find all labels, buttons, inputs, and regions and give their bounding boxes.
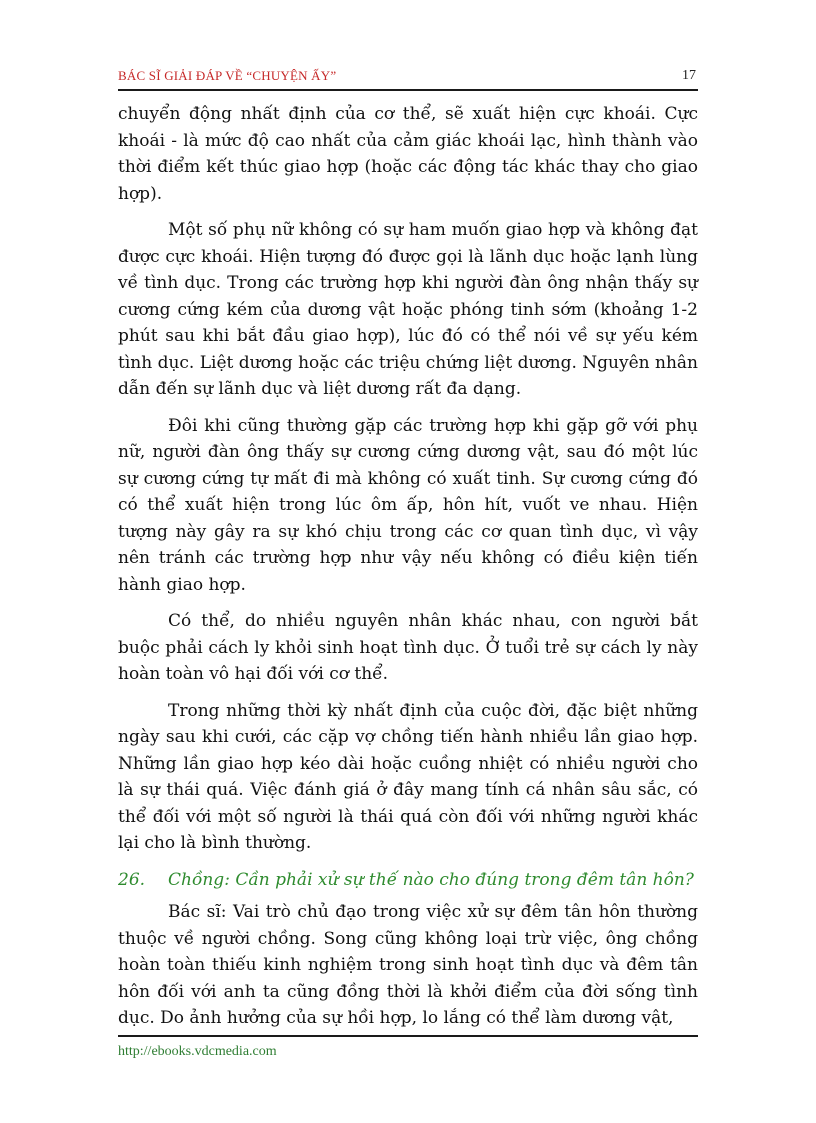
section-heading <box>118 867 698 894</box>
section-title: Chồng: Cần phải xử sự thế nào cho đúng trong đêm tân hôn? <box>168 869 694 890</box>
header-divider <box>118 89 698 91</box>
answer-paragraph: Bác sĩ: Vai trò chủ đạo trong việc xử sự đêm tân hôn thường thuộc về người chồng. Song cũng không loại trừ việc, ông chồng hoàn toàn thiếu kinh nghiệm trong sinh hoạt tình dục và đêm tân hôn đối với anh ta cũng đồng thời là khởi điểm của đời sống tình dục. Do ảnh hưởng của sự hồi hợp, lo lắng có thể làm dương vật, <box>118 902 698 1028</box>
book-title: BÁC SĨ GIẢI ĐÁP VỀ “CHUYỆN ẤY” <box>118 68 337 83</box>
paragraph: Trong những thời kỳ nhất định của cuộc đời, đặc biệt những ngày sau khi cưới, các cặp vợ chồng tiến hành nhiều lần giao hợp. Những lần giao hợp kéo dài hoặc cuồng nhiệt có nhiều người cho là sự thái quá. Việc đánh giá ở đây mang tính cá nhân sâu sắc, có thể đối với một số người là thái quá còn đối với những người khác lại cho là bình thường. <box>118 700 698 853</box>
section-number: 26. <box>118 869 146 890</box>
footer-divider <box>118 1035 698 1037</box>
paragraph: Đôi khi cũng thường gặp các trường hợp khi gặp gỡ với phụ nữ, người đàn ông thấy sự cương cứng dương vật, sau đó một lúc sự cương cứng tự mất đi mà không có xuất tinh. Sự cương cứng đó có thể xuất hiện trong lúc ôm ấp, hôn hít, vuốt ve nhau. Hiện tượng này gây ra sự khó chịu trong các cơ quan tình dục, vì vậy nên tránh các trường hợp như vậy nếu không có điều kiện tiến hành giao hợp. <box>118 415 698 595</box>
footer-url[interactable]: http://ebooks.vdcmedia.com <box>118 1044 277 1059</box>
running-header <box>118 64 698 88</box>
paragraph: Một số phụ nữ không có sự ham muốn giao hợp và không đạt được cực khoái. Hiện tượng đó được gọi là lãnh dục hoặc lạnh lùng về tình dục. Trong các trường hợp khi người đàn ông nhận thấy sự cương cứng kém của dương vật hoặc phóng tinh sớm (khoảng 1-2 phút sau khi bắt đầu giao hợp), lúc đó có thể nói về sự yếu kém tình dục. Liệt dương hoặc các triệu chứng liệt dương. Nguyên nhân dẫn đến sự lãnh dục và liệt dương rất đa dạng. <box>118 220 698 399</box>
paragraph-continued: chuyển động nhất định của cơ thể, sẽ xuất hiện cực khoái. Cực khoái - là mức độ cao nhất của cảm giác khoái lạc, hình thành vào thời điểm kết thúc giao hợp (hoặc các động tác khác thay cho giao hợp). <box>118 104 698 204</box>
paragraph: Có thể, do nhiều nguyên nhân khác nhau, con người bắt buộc phải cách ly khỏi sinh hoạt tình dục. Ở tuổi trẻ sự cách ly này hoàn toàn vô hại đối với cơ thể. <box>118 611 698 684</box>
page-body <box>118 101 698 1042</box>
page-number: 17 <box>682 68 696 83</box>
